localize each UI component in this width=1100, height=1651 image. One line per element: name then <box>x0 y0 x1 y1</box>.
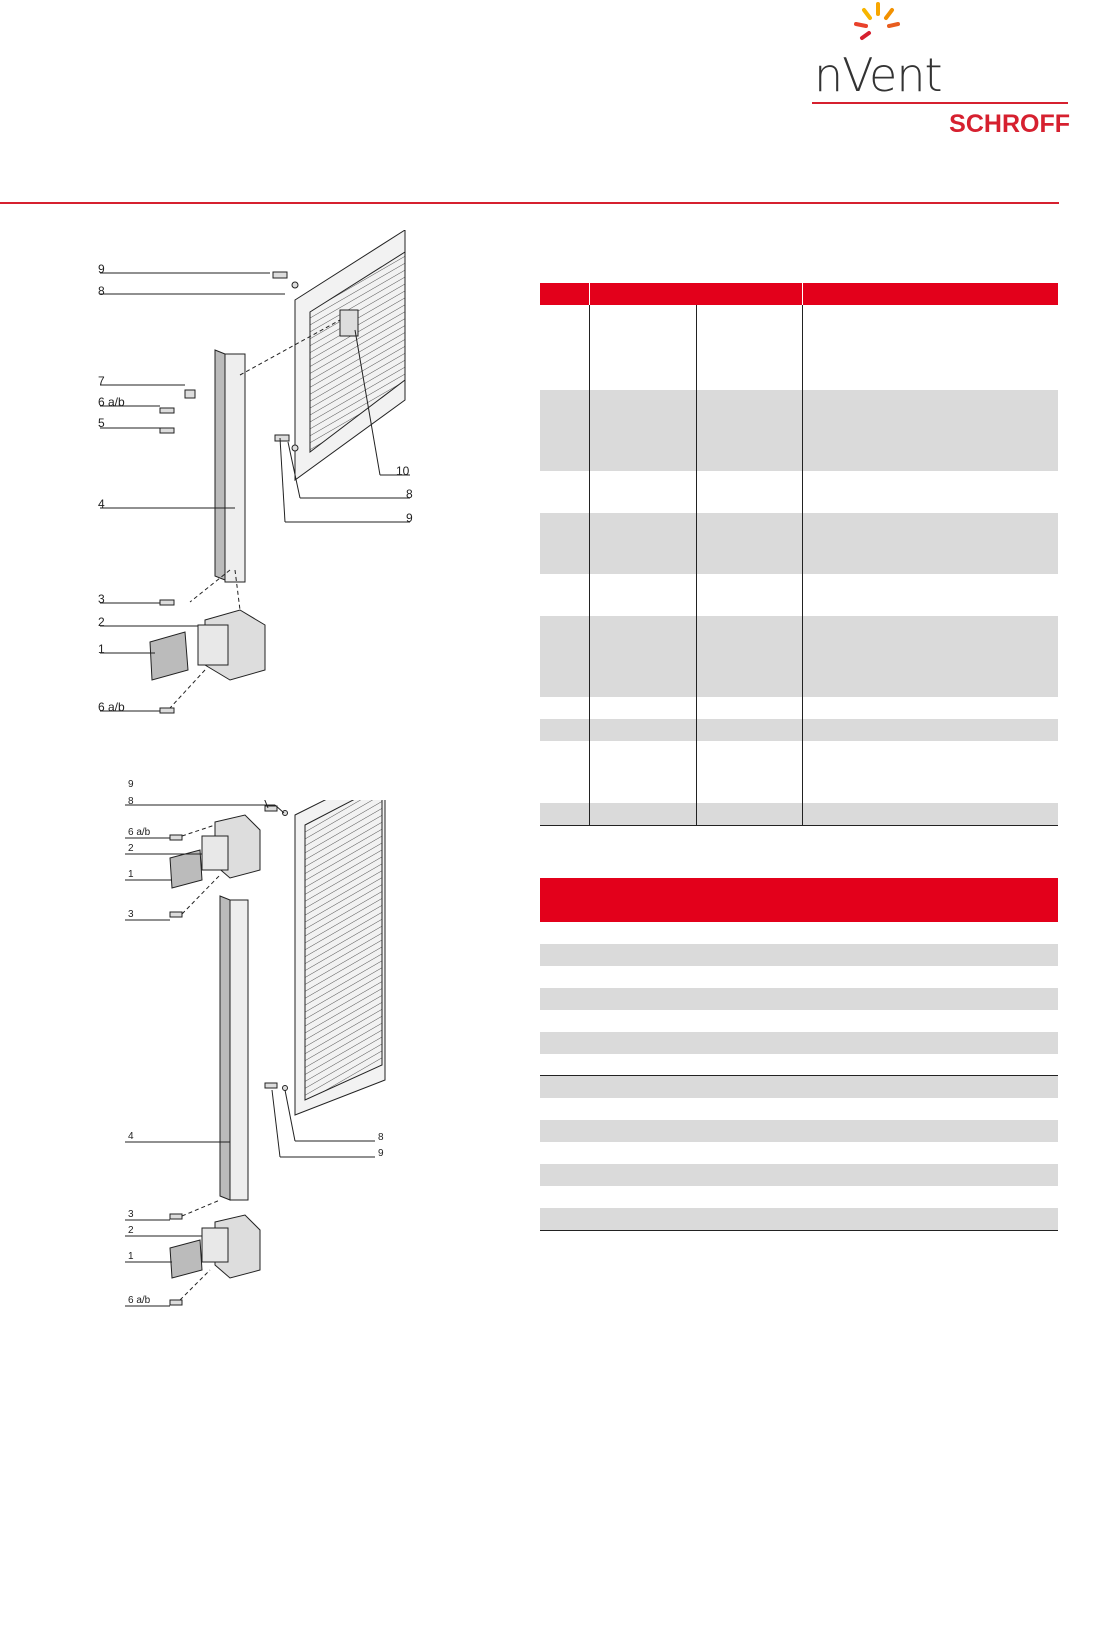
callout-bottom-8-right: 8 <box>378 1132 384 1143</box>
callout-bottom-9-right: 9 <box>378 1148 384 1159</box>
table-row <box>540 1076 1058 1098</box>
table-row <box>540 1054 1058 1075</box>
exploded-drawing-top <box>90 230 420 750</box>
callout-bottom-2: 2 <box>128 843 134 854</box>
table-row <box>540 719 1058 741</box>
callout-top-7: 7 <box>98 374 105 388</box>
exploded-drawing-bottom <box>120 779 400 1360</box>
callout-top-10: 10 <box>396 464 410 478</box>
callout-top-9: 9 <box>98 262 105 276</box>
callout-top-1: 1 <box>98 642 105 656</box>
callout-bottom-4: 4 <box>128 1131 134 1142</box>
parts-table <box>540 283 1058 825</box>
table-column-divider <box>696 305 697 825</box>
ordering-table <box>540 878 1058 1231</box>
table-row <box>540 966 1058 988</box>
callout-bottom-6ab-lower: 6 a/b <box>128 1295 151 1306</box>
callout-bottom-6ab: 6 a/b <box>128 827 151 838</box>
callout-bottom-8: 8 <box>128 796 134 807</box>
table-row <box>540 741 1058 803</box>
table-row <box>540 1010 1058 1032</box>
logo-wordmark: nVent <box>814 48 942 102</box>
table-row <box>540 513 1058 574</box>
callout-bottom-1: 1 <box>128 869 134 880</box>
assembly-illustration <box>90 230 420 750</box>
ordering-table-header <box>540 878 1058 922</box>
table-row <box>540 944 1058 966</box>
assembly-illustration-long <box>120 800 400 1360</box>
callout-top-4: 4 <box>98 497 105 511</box>
table-bottom-rule <box>540 1230 1058 1231</box>
table-row <box>540 1098 1058 1120</box>
table-row <box>540 988 1058 1010</box>
callout-top-2: 2 <box>98 615 105 629</box>
table-row <box>540 305 1058 390</box>
table-row <box>540 922 1058 944</box>
table-row <box>540 616 1058 697</box>
callout-top-8: 8 <box>98 284 105 298</box>
callout-bottom-3-lower: 3 <box>128 1209 134 1220</box>
table-row <box>540 1164 1058 1186</box>
sunburst-icon <box>840 0 910 50</box>
callout-top-5: 5 <box>98 416 105 430</box>
table-row <box>540 1032 1058 1054</box>
table-column-divider <box>802 305 803 825</box>
callout-top-9-right: 9 <box>406 511 413 525</box>
table-row <box>540 1208 1058 1230</box>
table-row <box>540 471 1058 513</box>
table-row <box>540 1186 1058 1208</box>
table-row <box>540 697 1058 719</box>
header-rule <box>0 202 1059 204</box>
table-row <box>540 390 1058 471</box>
logo-divider <box>812 102 1068 104</box>
parts-table-header <box>540 283 1058 305</box>
table-row <box>540 1142 1058 1164</box>
callout-bottom-1-lower: 1 <box>128 1251 134 1262</box>
logo-subbrand: SCHROFF <box>949 110 1070 138</box>
callout-top-6ab-lower: 6 a/b <box>98 700 125 714</box>
callout-bottom-2-lower: 2 <box>128 1225 134 1236</box>
callout-bottom-9: 9 <box>128 779 134 790</box>
callout-top-6ab: 6 a/b <box>98 395 125 409</box>
nvent-schroff-logo <box>810 0 1070 140</box>
table-row <box>540 803 1058 825</box>
table-row <box>540 1120 1058 1142</box>
table-bottom-rule <box>540 825 1058 826</box>
table-column-divider <box>589 305 590 825</box>
callout-bottom-3: 3 <box>128 909 134 920</box>
callout-top-8-right: 8 <box>406 487 413 501</box>
table-row <box>540 574 1058 616</box>
callout-top-3: 3 <box>98 592 105 606</box>
